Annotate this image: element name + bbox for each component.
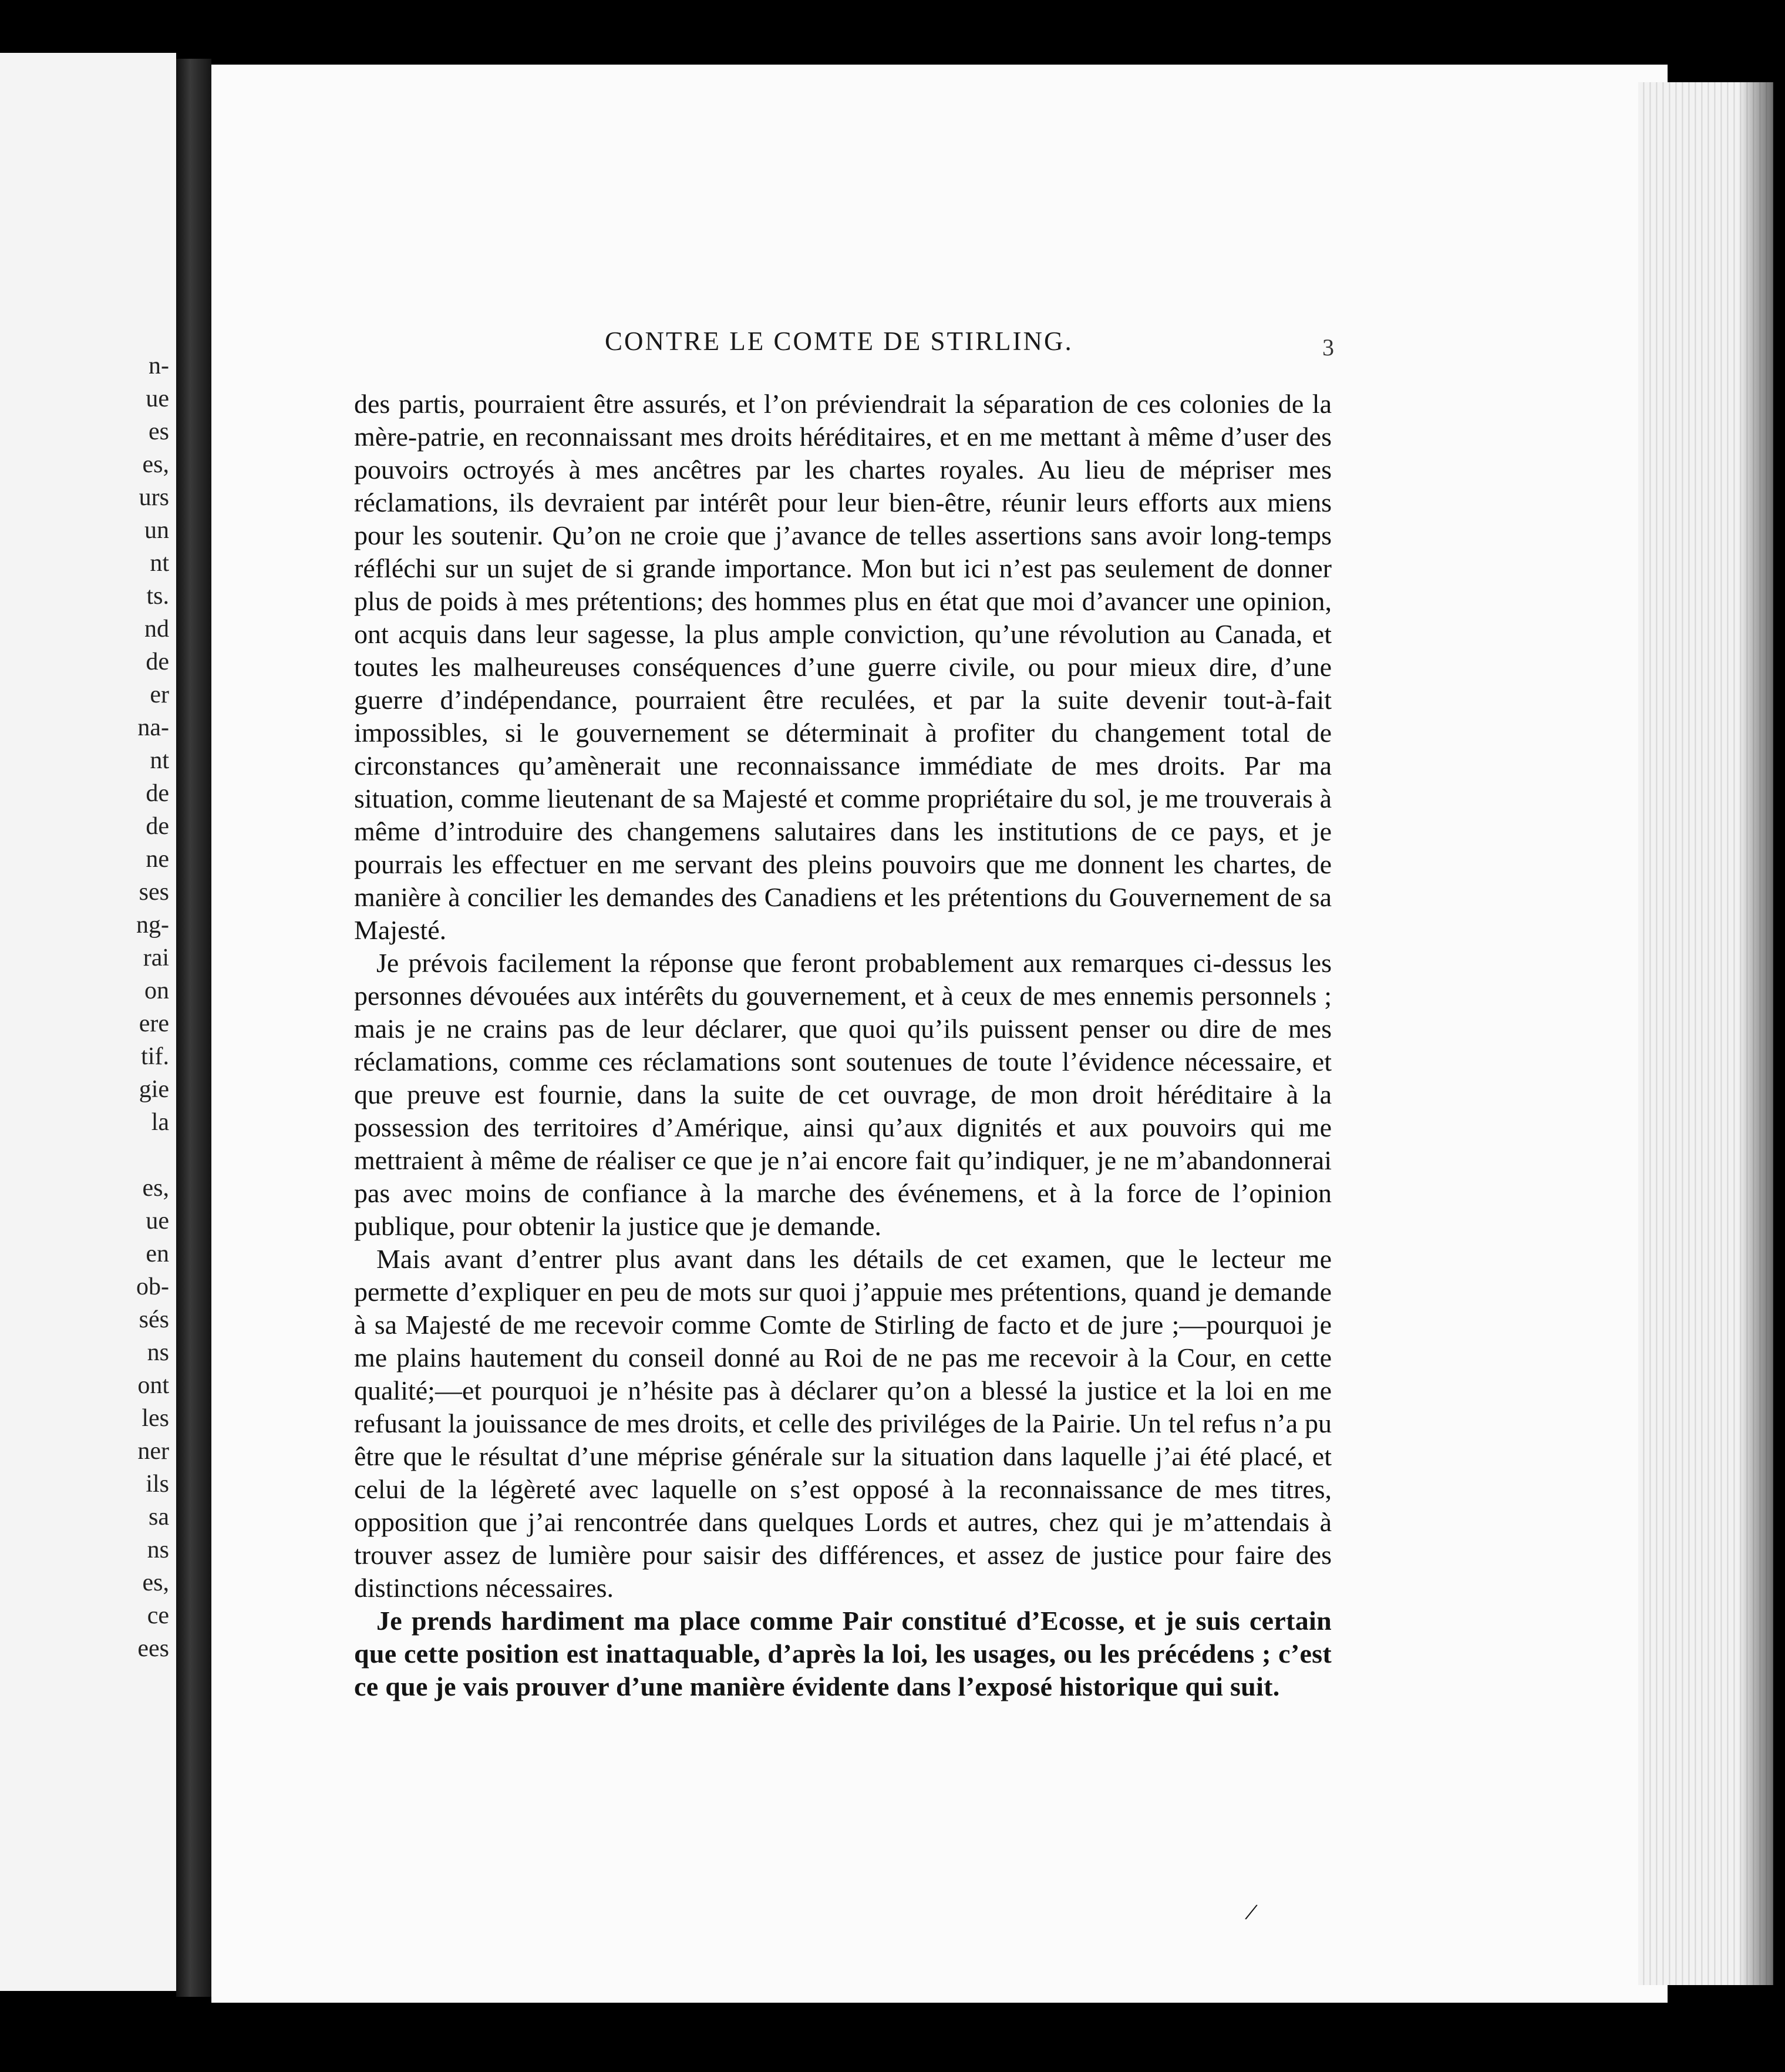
page-number: 3 [1322,334,1334,361]
left-page-fragment: gie [139,1076,169,1103]
left-page-fragment: na- [137,714,169,741]
left-page-fragment: urs [139,484,169,511]
paragraph-3: Mais avant d’entrer plus avant dans les détails de cet examen, que le lecteur me permette d’expliquer en peu de mots sur quoi j’appuie mes prétentions, quand je demande à sa Majesté de me recevoir comme Comte de Stirling de facto et de jure ;—pourquoi je me plains hautement du conseil donné au Roi de ne pas me recevoir à la Cour, en cette qualité;—et pourquoi je n’hésite pas à déclarer qu’on a blessé la justice et la loi en me refusant la jouissance de mes droits, et celle des priviléges de la Pairie. Un tel refus n’a pu être que le résultat d’une méprise générale sur la situation dans laquelle j’ai été placé, et celui de la légèreté avec laquelle on s’est opposé à la reconnaissance de mes titres, opposition que j’ai rencontrée dans quelques Lords et autres, chez qui je m’attendais à trouver assez de lumière pour saisir des différences, et assez de justice pour faire des distinctions nécessaires. [354,1244,1332,1603]
left-page-fragment: es, [142,1175,169,1202]
left-page-fragment: ses [139,879,169,906]
left-page-fragment: es, [142,451,169,478]
left-page-fragment: ce [147,1602,169,1629]
left-page-fragment: ng- [136,911,169,939]
book-gutter [176,59,211,1997]
left-page-fragment: n- [149,352,169,379]
paragraph-4: Je prends hardiment ma place comme Pair constitué d’Ecosse, et je suis certain que cette position est inattaquable, d’après la loi, les usages, ou les précédens ; c’est ce que je vais prouver d’une manière évidente dans l’exposé historique qui suit. [354,1606,1332,1701]
left-page-fragment: nd [144,615,169,643]
body-text [354,388,1332,1703]
left-page-fragment: ns [147,1536,169,1563]
left-page-fragment: rai [143,944,169,971]
paragraph-2: Je prévois facilement la réponse que feront probablement aux remarques ci-dessus les personnes dévouées aux intérêts du gouvernement, et à ceux de mes ennemis personnels ; mais je ne crains pas de leur déclarer, que quoi qu’ils puissent penser ou dire de mes réclamations, comme ces réclamations sont soutenues de toute l’évidence nécessaire, et que preuve est fournie, dans la suite de cet ouvrage, de mon droit héréditaire à la possession des territoires d’Amérique, ainsi qu’aux dignités et aux pouvoirs qui me mettraient à même de réaliser ce que je n’ai encore fait qu’indiquer, je ne m’abandonnerai pas avec moins de confiance à la marche des événemens, et à la force de l’opinion publique, pour obtenir la justice que je demande. [354,948,1332,1241]
left-page-fragment: ner [137,1438,169,1465]
left-page-fragment: tif. [141,1043,169,1070]
left-page-fragment: ils [146,1471,169,1498]
left-page-fragment: en [146,1240,169,1267]
left-page-fragment: ne [146,846,169,873]
left-page-fragment: les [142,1405,169,1432]
left-page-fragment: es, [142,1569,169,1596]
left-page-fragment [136,1139,169,1172]
left-page-text-fragments [136,349,169,1665]
left-page-fragment: sés [139,1306,169,1333]
left-page-fragment: ts. [146,583,169,610]
running-head: CONTRE LE COMTE DE STIRLING. [605,327,1073,356]
left-page-fragment: on [144,977,169,1004]
left-page-fragment: ue [146,1207,169,1235]
left-page-fragment: nt [150,747,169,774]
left-page-fragment: er [150,681,169,708]
left-page-fragment: ue [146,385,169,412]
stray-pen-mark: / [1242,1897,1260,1927]
left-page-fragment: es [149,418,169,445]
left-page-fragment: la [151,1109,169,1136]
left-page-fragment: ees [137,1635,169,1662]
left-facing-page [0,53,176,1991]
paragraph-1: des partis, pourraient être assurés, et l’on préviendrait la séparation de ces colonies de la mère-patrie, en reconnaissant mes droits héréditaires, et en me mettant à même d’user des pouvoirs octroyés à mes ancêtres par les chartes royales. Au lieu de mépriser mes réclamations, ils devraient par intérêt pour leur bien-être, réunir leurs efforts aux miens pour les soutenir. Qu’on ne croie que j’avance de telles assertions sans avoir long-temps réfléchi sur un sujet de si grande importance. Mon but ici n’est pas seulement de donner plus de poids à mes prétentions; des hommes plus en état que moi d’avancer une opinion, ont acquis dans leur sagesse, la plus ample conviction, qu’une révolution au Canada, et toutes les malheureuses conséquences d’une guerre civile, ou pour mieux dire, d’une guerre d’indépendance, pourraient être reculées, et par la suite devenir tout-à-fait impossibles, si le gouvernement se déterminait à profiter du changement total de circonstances qu’amènerait une reconnaissance immédiate de mes droits. Par ma situation, comme lieutenant de sa Majesté et comme propriétaire du sol, je me trouverais à même d’introduire des changemens salutaires dans les institutions de ce pays, et je pourrais les effectuer en me servant des pleins pouvoirs que me donnent les chartes, de manière à concilier les demandes des Canadiens et les prétentions du Gouvernement de sa Majesté. [354,389,1332,945]
left-page-fragment: ont [137,1372,169,1399]
page-edges [1638,82,1773,1985]
left-page-fragment: sa [149,1503,169,1531]
left-page-fragment: de [146,813,169,840]
left-page-fragment: de [146,780,169,807]
left-page-fragment: ns [147,1339,169,1366]
left-page-fragment: de [146,648,169,675]
left-page-fragment: ere [139,1010,169,1037]
left-page-fragment: ob- [136,1273,169,1300]
left-page-fragment: un [144,517,169,544]
left-page-fragment: nt [150,550,169,577]
